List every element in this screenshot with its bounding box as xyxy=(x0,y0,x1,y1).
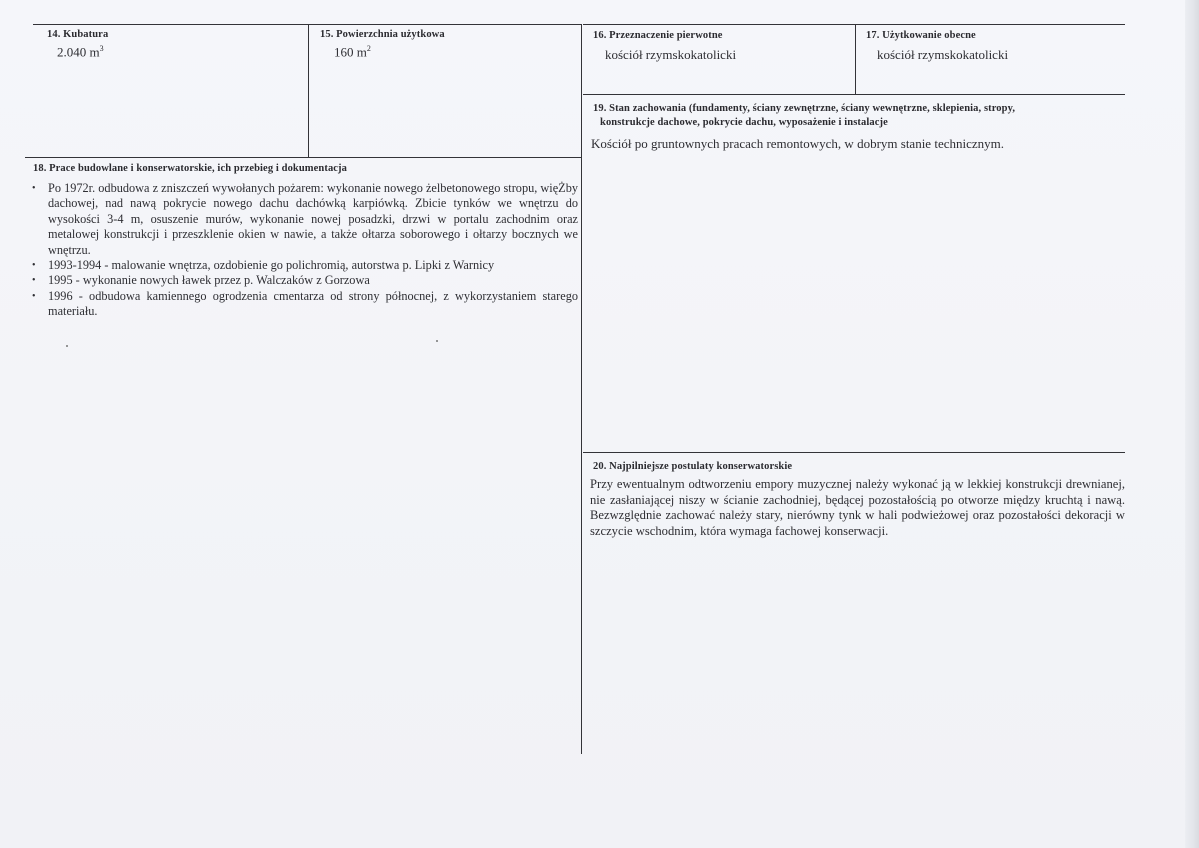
field-15-value xyxy=(334,44,371,60)
scan-speck xyxy=(66,345,68,347)
rule-under-16-17 xyxy=(583,94,1125,95)
field-16-label: 16. Przeznaczenie pierwotne xyxy=(593,30,723,41)
list-item xyxy=(30,289,578,320)
field-14-unit-exponent: 3 xyxy=(99,44,104,53)
rule-v-16-17 xyxy=(855,24,856,94)
field-14-value xyxy=(57,44,104,60)
list-item xyxy=(30,258,578,273)
field-18-label: 18. Prace budowlane i konserwatorskie, ich przebieg i dokumentacja xyxy=(33,163,348,174)
paper-edge xyxy=(1185,0,1199,848)
rule-above-20 xyxy=(583,452,1125,453)
field-15-label: 15. Powierzchnia użytkowa xyxy=(320,29,445,40)
list-item xyxy=(30,273,578,288)
field-17-value: kościół rzymskokatolicki xyxy=(877,47,1009,62)
field-20-text: Przy ewentualnym odtworzeniu empory muzycznej należy wykonać ją w lekkiej konstrukcji drewnianej, nie zasłaniającej niszy w ścianie zachodniej, będącej pozostałością po otworze między kruchtą i nawą. Bezwzględnie zachować należy stary, nierówny tynk w hali podwieżowej oraz pozostałości dekoracji w szczycie wschodnim, która wymaga fachowej konserwacji. xyxy=(590,477,1125,538)
field-14-label: 14. Kubatura xyxy=(47,29,109,40)
bullet-icon: • xyxy=(32,290,36,302)
field-19-label-line2: konstrukcje dachowe, pokrycie dachu, wyposażenie i instalacje xyxy=(600,117,888,128)
field-17-label: 17. Użytkowanie obecne xyxy=(866,30,976,41)
field-14-value-text: 2.040 m xyxy=(57,44,100,60)
scan-speck xyxy=(436,340,438,342)
field-16-value: kościół rzymskokatolicki xyxy=(605,47,737,62)
field-15-unit-exponent: 2 xyxy=(366,44,371,53)
bullet-icon: • xyxy=(32,183,36,194)
bullet-icon: • xyxy=(32,260,36,272)
field-15-value-text: 160 m xyxy=(334,44,367,60)
list-item-text: 1993-1994 - malowanie wnętrza, ozdobienie go polichromią, autorstwa p. Lipki z Warnicy xyxy=(48,258,495,273)
bullet-icon: • xyxy=(32,275,36,287)
list-item xyxy=(30,181,578,258)
field-19-text: Kościół po gruntownych pracach remontowych, w dobrym stanie technicznym. xyxy=(591,136,1004,151)
list-item-text: Po 1972r. odbudowa z zniszczeń wywołanych pożarem: wykonanie nowego żelbetonowego stropu, więŻby dachowej, nad nawą pokrycie nowego dachu dachówką karpiówką. Zbicie tynków we wnętrzu do wysokości 3-4 m, osuszenie murów, wykonanie nowej posadzki, drzwi w portalu zachodnim oraz metalowej konstrukcji i przeszklenie okien w nawie, a także ołtarza soborowego i ołtarzy bocznych we wnętrzu. xyxy=(48,181,578,257)
rule-v-14-15 xyxy=(308,24,309,157)
rule-v-main xyxy=(581,24,582,754)
rule-top-right xyxy=(583,24,1125,25)
list-item-text: 1995 - wykonanie nowych ławek przez p. Walczaków z Gorzowa xyxy=(48,273,370,288)
field-20-label: 20. Najpilniejsze postulaty konserwatorskie xyxy=(593,461,793,472)
list-item-text: 1996 - odbudowa kamiennego ogrodzenia cmentarza od strony północnej, z wykorzystaniem starego materiału. xyxy=(48,288,578,319)
rule-above-18 xyxy=(25,157,582,158)
field-19-label-line1: 19. Stan zachowania (fundamenty, ściany zewnętrzne, ściany wewnętrzne, sklepienia, stropy, xyxy=(593,103,1016,114)
field-18-list xyxy=(30,181,578,320)
rule-top-left xyxy=(33,24,581,25)
